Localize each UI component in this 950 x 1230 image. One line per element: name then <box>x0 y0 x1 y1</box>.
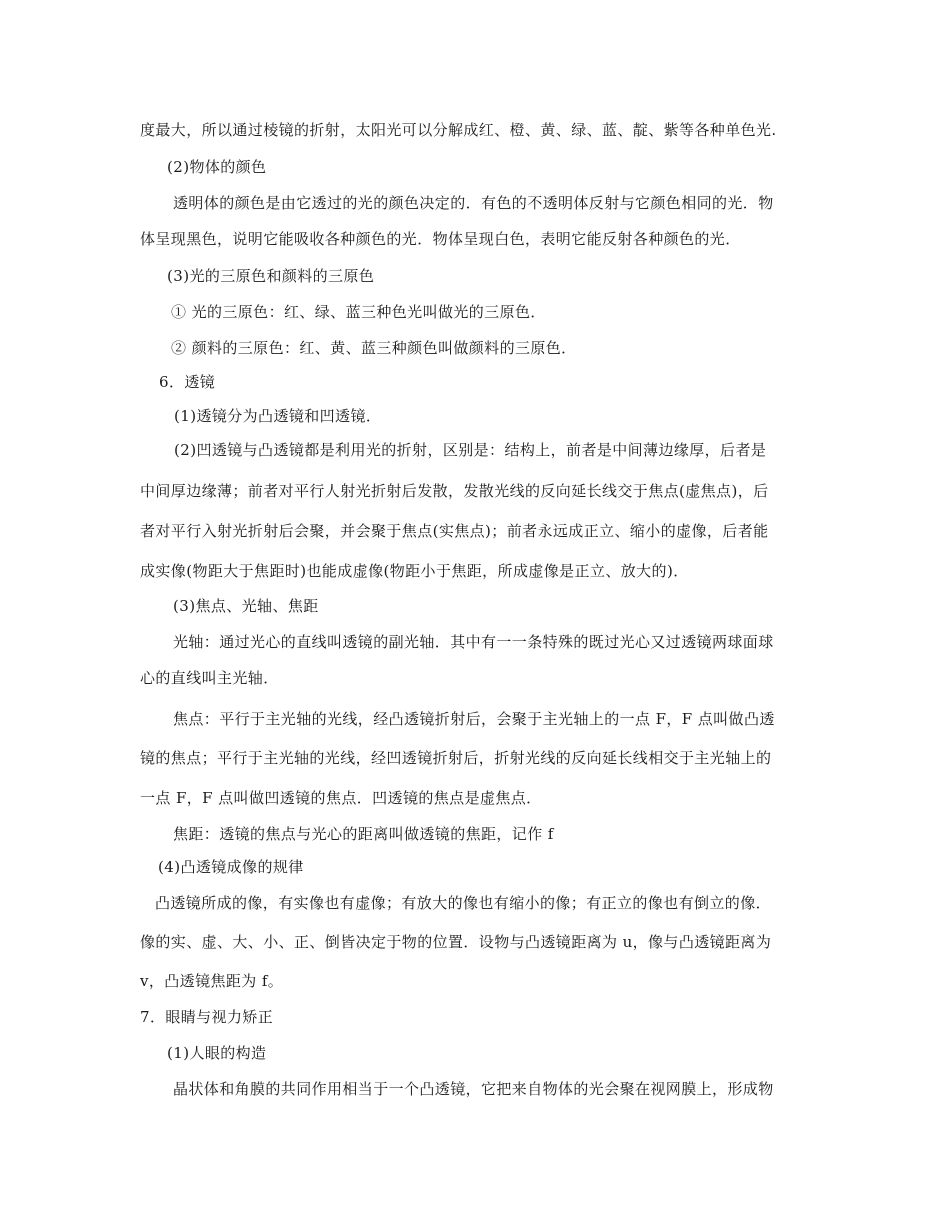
paragraph-line: 体呈现黑色，说明它能吸收各种颜色的光．物体呈现白色，表明它能反射各种颜色的光． <box>140 230 741 248</box>
section-heading: (2)物体的颜色 <box>167 158 267 176</box>
paragraph-line: 镜的焦点；平行于主光轴的光线，经凹透镜折射后，折射光线的反向延长线相交于主光轴上的 <box>140 749 772 767</box>
paragraph-line: 度最大，所以通过棱镜的折射，太阳光可以分解成红、橙、黄、绿、蓝、靛、紫等各种单色光. <box>140 121 777 139</box>
section-heading: (1)人眼的构造 <box>167 1044 267 1062</box>
paragraph-line: 焦距：透镜的焦点与光心的距离叫做透镜的焦距，记作 f <box>173 825 554 843</box>
section-heading: (3)光的三原色和颜料的三原色 <box>167 267 375 285</box>
list-item: ① 光的三原色：红、绿、蓝三种色光叫做光的三原色． <box>171 303 546 321</box>
paragraph-line: 透明体的颜色是由它透过的光的颜色决定的．有色的不透明体反射与它颜色相同的光．物 <box>173 194 774 212</box>
paragraph-line: 光轴：通过光心的直线叫透镜的副光轴．其中有一一条特殊的既过光心又过透镜两球面球 <box>173 633 774 651</box>
section-heading: (3)焦点、光轴、焦距 <box>173 597 319 615</box>
paragraph-line: (1)透镜分为凸透镜和凹透镜． <box>174 407 382 425</box>
paragraph-line: 焦点：平行于主光轴的光线，经凸透镜折射后，会聚于主光轴上的一点 F，F 点叫做凸透 <box>173 710 775 728</box>
section-heading: (4)凸透镜成像的规律 <box>158 858 304 876</box>
paragraph-line: 心的直线叫主光轴． <box>140 669 279 687</box>
section-heading: 7．眼睛与视力矫正 <box>140 1008 274 1026</box>
list-item: ② 颜料的三原色：红、黄、蓝三种颜色叫做颜料的三原色． <box>171 339 577 357</box>
paragraph-line: 晶状体和角膜的共同作用相当于一个凸透镜，它把来自物体的光会聚在视网膜上，形成物 <box>173 1080 774 1098</box>
paragraph-line: (2)凹透镜与凸透镜都是利用光的折射，区别是：结构上，前者是中间薄边缘厚，后者是 <box>174 441 767 459</box>
paragraph-line: 凸透镜所成的像，有实像也有虚像；有放大的像也有缩小的像；有正立的像也有倒立的像． <box>155 894 772 912</box>
paragraph-line: 中间厚边缘薄；前者对平行人射光折射后发散，发散光线的反向延长线交于焦点(虚焦点)，后 <box>140 482 769 500</box>
paragraph-line: v，凸透镜焦距为 f。 <box>140 972 284 990</box>
section-heading: 6．透镜 <box>159 373 216 391</box>
paragraph-line: 一点 F，F 点叫做凹透镜的焦点．凹透镜的焦点是虚焦点． <box>140 789 542 807</box>
paragraph-line: 像的实、虚、大、小、正、倒皆决定于物的位置．设物与凸透镜距离为 u，像与凸透镜距离为 <box>140 933 772 951</box>
paragraph-line: 成实像(物距大于焦距时)也能成虚像(物距小于焦距，所成虚像是正立、放大的)． <box>140 562 689 580</box>
paragraph-line: 者对平行入射光折射后会聚，并会聚于焦点(实焦点)；前者永远成正立、缩小的虚像，后者能 <box>140 522 769 540</box>
